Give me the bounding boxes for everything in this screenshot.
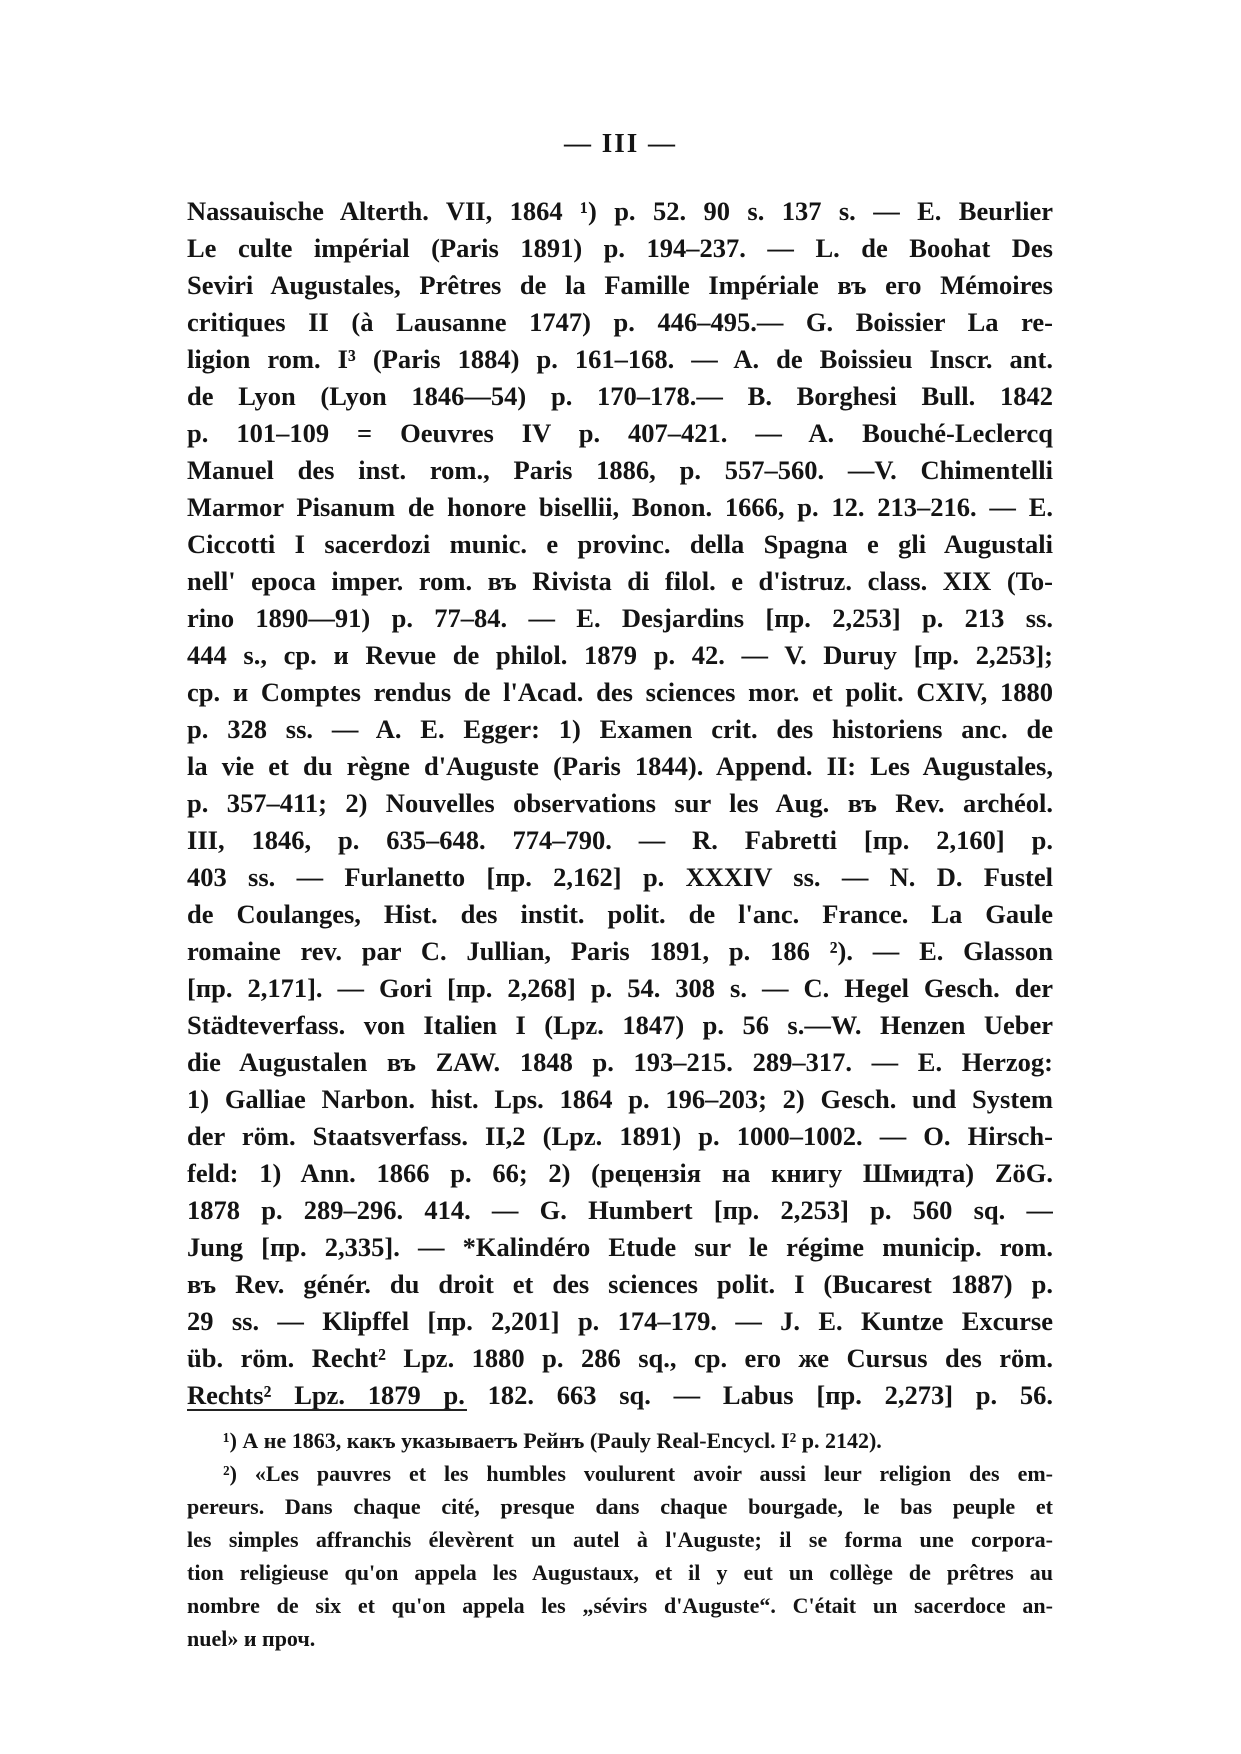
text-line: üb. röm. Recht² Lpz. 1880 p. 286 sq., ср. его же Cursus des röm. (187, 1343, 1053, 1373)
text-line: de Coulanges, Hist. des instit. polit. de l'anc. France. La Gaule (187, 899, 1053, 929)
text-line: въ Rev. génér. du droit et des sciences polit. I (Bucarest 1887) p. (187, 1269, 1053, 1299)
text-line: romaine rev. par C. Jullian, Paris 1891, p. 186 ²). — E. Glasson (187, 936, 1053, 966)
footnote-2-line: tion religieuse qu'on appela les Augustaux, et il y eut un collège de prêtres au (187, 1560, 1053, 1585)
text-line: de Lyon (Lyon 1846—54) p. 170–178.— B. Borghesi Bull. 1842 (187, 381, 1053, 411)
text-line: Marmor Pisanum de honore bisellii, Bonon. 1666, p. 12. 213–216. — E. (187, 492, 1053, 522)
footnote-separator (187, 1409, 467, 1411)
main-text (187, 193, 1053, 1414)
text-line: 1878 p. 289–296. 414. — G. Humbert [пр. 2,253] p. 560 sq. — (187, 1195, 1053, 1225)
text-line: III, 1846, p. 635–648. 774–790. — R. Fabretti [пр. 2,160] p. (187, 825, 1053, 855)
text-line: ср. и Comptes rendus de l'Acad. des sciences mor. et polit. CXIV, 1880 (187, 677, 1053, 707)
footnote-2-line: les simples affranchis élevèrent un autel à l'Auguste; il se forma une corpora- (187, 1527, 1053, 1552)
text-line: nell' epoca imper. rom. въ Rivista di filol. e d'istruz. class. XIX (To- (187, 566, 1053, 596)
text-line: 403 ss. — Furlanetto [пр. 2,162] p. XXXIV ss. — N. D. Fustel (187, 862, 1053, 892)
text-line: Manuel des inst. rom., Paris 1886, p. 557–560. —V. Chimentelli (187, 455, 1053, 485)
text-line: p. 357–411; 2) Nouvelles observations sur les Aug. въ Rev. archéol. (187, 788, 1053, 818)
footnotes (187, 1424, 1053, 1655)
footnote-2-line: nuel» и проч. (187, 1626, 316, 1651)
text-line: critiques II (à Lausanne 1747) p. 446–495.— G. Boissier La re- (187, 307, 1053, 337)
page-number: — III — (563, 128, 678, 158)
text-line: Rechts² Lpz. 1879 p. 182. 663 sq. — Labus [пр. 2,273] p. 56. (187, 1380, 1053, 1410)
text-line: rino 1890—91) p. 77–84. — E. Desjardins [пр. 2,253] p. 213 ss. (187, 603, 1053, 633)
text-line: 444 s., ср. и Revue de philol. 1879 p. 42. — V. Duruy [пр. 2,253]; (187, 640, 1053, 670)
text-line: der röm. Staatsverfass. II,2 (Lpz. 1891) p. 1000–1002. — O. Hirsch- (187, 1121, 1053, 1151)
text-line: [пр. 2,171]. — Gori [пр. 2,268] p. 54. 308 s. — C. Hegel Gesch. der (187, 973, 1053, 1003)
text-line: Nassauische Alterth. VII, 1864 ¹) p. 52. 90 s. 137 s. — E. Beurlier (187, 196, 1053, 226)
footnote-2-line: ²) «Les pauvres et les humbles voulurent avoir aussi leur religion des em- (223, 1461, 1053, 1486)
text-line: Ciccotti I sacerdozi munic. e provinc. della Spagna e gli Augustali (187, 529, 1053, 559)
footnote-1: ¹) А не 1863, какъ указываетъ Рейнъ (Pauly Real-Encycl. I² p. 2142). (223, 1428, 882, 1453)
text-line: ligion rom. I³ (Paris 1884) p. 161–168. — A. de Boissieu Inscr. ant. (187, 344, 1053, 374)
text-line: 1) Galliae Narbon. hist. Lps. 1864 p. 196–203; 2) Gesch. und System (187, 1084, 1053, 1114)
text-line: p. 328 ss. — A. E. Egger: 1) Examen crit. des historiens anc. de (187, 714, 1053, 744)
text-line: 29 ss. — Klipffel [пр. 2,201] p. 174–179. — J. E. Kuntze Excurse (187, 1306, 1053, 1336)
text-line: Le culte impérial (Paris 1891) p. 194–237. — L. de Boohat Des (187, 233, 1053, 263)
text-line: die Augustalen въ ZAW. 1848 p. 193–215. 289–317. — E. Herzog: (187, 1047, 1053, 1077)
text-line: feld: 1) Ann. 1866 p. 66; 2) (рецензія на книгу Шмидта) ZöG. (187, 1158, 1053, 1188)
text-line: p. 101–109 = Oeuvres IV p. 407–421. — A. Bouché-Leclercq (187, 418, 1053, 448)
text-line: Jung [пр. 2,335]. — *Kalindéro Etude sur le régime municip. rom. (187, 1232, 1053, 1262)
text-line: Seviri Augustales, Prêtres de la Famille Impériale въ его Mémoires (187, 270, 1053, 300)
text-line: Städteverfass. von Italien I (Lpz. 1847) p. 56 s.—W. Henzen Ueber (187, 1010, 1053, 1040)
footnote-2-line: nombre de six et qu'on appela les „sévirs d'Auguste“. C'était un sacerdoce an- (187, 1593, 1053, 1618)
footnote-2-line: pereurs. Dans chaque cité, presque dans chaque bourgade, le bas peuple et (187, 1494, 1053, 1519)
text-line: la vie et du règne d'Auguste (Paris 1844). Append. II: Les Augustales, (187, 751, 1053, 781)
